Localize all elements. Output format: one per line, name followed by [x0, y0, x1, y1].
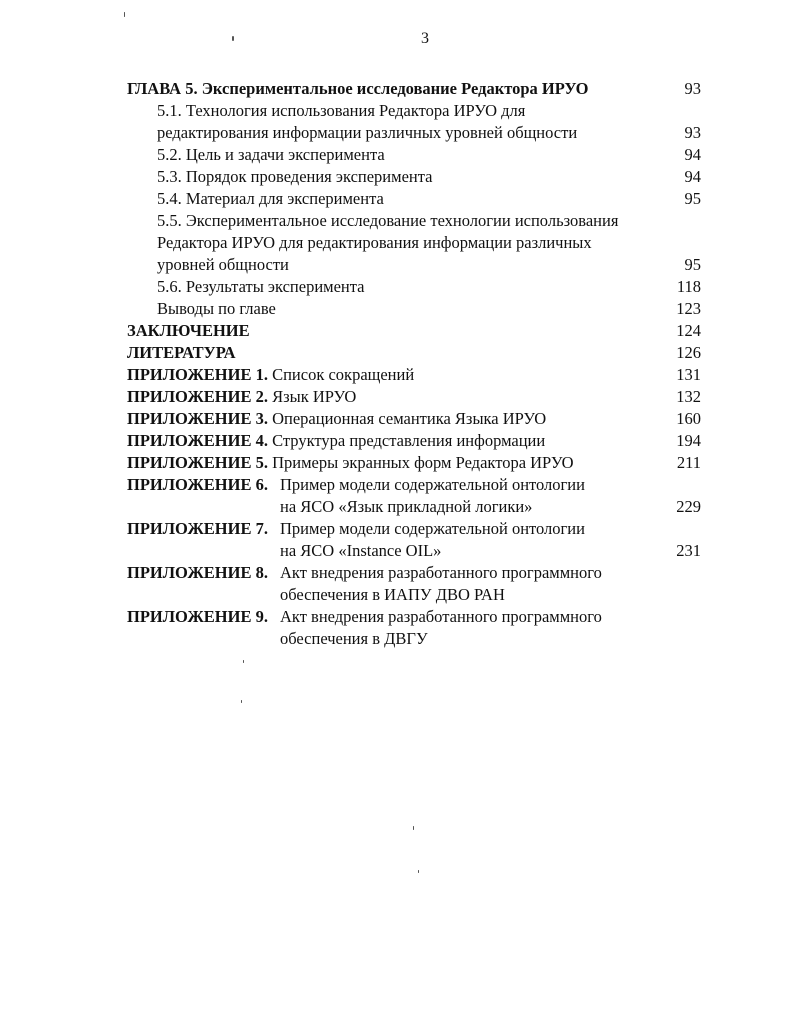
appendix-9-line-2: обеспечения в ДВГУ [280, 629, 428, 648]
chapter-5-title: ГЛАВА 5. Экспериментальное исследование Редактора ИРУО [127, 79, 589, 98]
chapter-conclusions-title: Выводы по главе [157, 299, 276, 318]
appendix-2-label: ПРИЛОЖЕНИЕ 2. [127, 387, 268, 406]
appendix-5-title: Примеры экранных форм Редактора ИРУО [272, 453, 574, 472]
appendix-3-title: Операционная семантика Языка ИРУО [272, 409, 547, 428]
section-5-4-page: 95 [684, 189, 701, 208]
section-5-5-line-3: уровней общности [157, 255, 289, 274]
section-5-2-page: 94 [684, 145, 701, 164]
scan-speck [124, 12, 125, 17]
section-5-6-title: 5.6. Результаты эксперимента [157, 277, 365, 296]
appendix-8-line-2: обеспечения в ИАПУ ДВО РАН [280, 585, 505, 604]
page-number: 3 [421, 30, 429, 47]
appendix-6-line-1: Пример модели содержательной онтологии [280, 475, 585, 494]
section-5-6-page: 118 [676, 277, 701, 296]
section-5-3-page: 94 [684, 167, 701, 186]
appendix-4-label: ПРИЛОЖЕНИЕ 4. [127, 431, 268, 450]
appendix-1-page: 131 [676, 365, 701, 384]
scan-speck [413, 826, 414, 830]
section-5-1-line-1: 5.1. Технология использования Редактора ИРУО для [157, 101, 526, 120]
appendix-7-page: 231 [676, 541, 701, 560]
appendix-3-page: 160 [676, 409, 701, 428]
chapter-conclusions-page: 123 [676, 299, 701, 318]
appendix-9-label: ПРИЛОЖЕНИЕ 9. [127, 607, 268, 626]
appendix-1-entry [127, 364, 414, 386]
appendix-6-label: ПРИЛОЖЕНИЕ 6. [127, 475, 268, 494]
section-5-1-line-2: редактирования информации различных уровней общности [157, 123, 578, 142]
appendix-3-entry [127, 408, 546, 430]
section-5-5-page: 95 [684, 255, 701, 274]
appendix-1-label: ПРИЛОЖЕНИЕ 1. [127, 365, 268, 384]
section-5-3-title: 5.3. Порядок проведения эксперимента [157, 167, 433, 186]
appendix-2-entry [127, 386, 356, 408]
section-5-5-line-2: Редактора ИРУО для редактирования информации различных [157, 233, 592, 252]
appendix-3-label: ПРИЛОЖЕНИЕ 3. [127, 409, 268, 428]
scan-speck [232, 36, 234, 41]
appendix-5-label: ПРИЛОЖЕНИЕ 5. [127, 453, 268, 472]
section-5-2-title: 5.2. Цель и задачи эксперимента [157, 145, 385, 164]
scan-speck [243, 660, 244, 663]
appendix-8-line-1: Акт внедрения разработанного программного [280, 563, 602, 582]
appendix-4-entry [127, 430, 545, 452]
section-5-5-line-1: 5.5. Экспериментальное исследование технологии использования [157, 211, 619, 230]
appendix-7-line-2: на ЯСО «Instance OIL» [280, 541, 442, 560]
chapter-5-page: 93 [684, 79, 701, 98]
appendix-6-page: 229 [676, 497, 701, 516]
zaklyuchenie-title: ЗАКЛЮЧЕНИЕ [127, 321, 250, 340]
section-5-4-title: 5.4. Материал для эксперимента [157, 189, 384, 208]
appendix-4-title: Структура представления информации [272, 431, 546, 450]
appendix-5-entry [127, 452, 574, 474]
appendix-2-page: 132 [676, 387, 701, 406]
literatura-page: 126 [676, 343, 701, 362]
literatura-title: ЛИТЕРАТУРА [127, 343, 236, 362]
appendix-1-title: Список сокращений [272, 365, 415, 384]
appendix-6-line-2: на ЯСО «Язык прикладной логики» [280, 497, 533, 516]
appendix-5-page: 211 [676, 453, 701, 472]
section-5-1-page: 93 [684, 123, 701, 142]
appendix-9-line-1: Акт внедрения разработанного программного [280, 607, 602, 626]
appendix-4-page: 194 [676, 431, 701, 450]
appendix-2-title: Язык ИРУО [272, 387, 357, 406]
scan-speck [418, 870, 419, 873]
zaklyuchenie-page: 124 [676, 321, 701, 340]
appendix-7-label: ПРИЛОЖЕНИЕ 7. [127, 519, 268, 538]
appendix-8-label: ПРИЛОЖЕНИЕ 8. [127, 563, 268, 582]
scan-speck [241, 700, 242, 703]
appendix-7-line-1: Пример модели содержательной онтологии [280, 519, 585, 538]
